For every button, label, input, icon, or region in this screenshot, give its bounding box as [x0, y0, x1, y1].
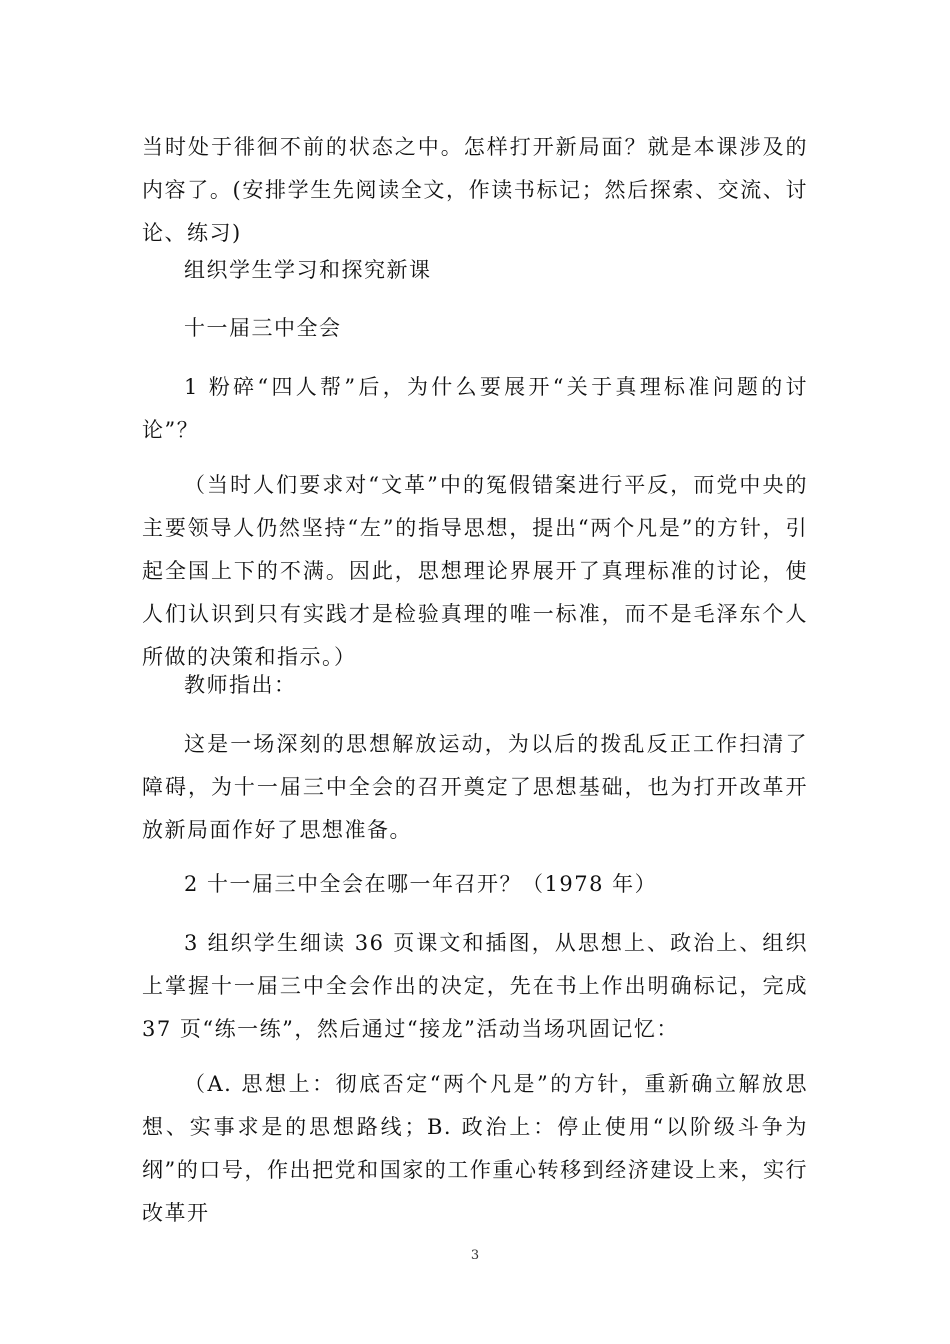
paragraph-teacher-note: 这是一场深刻的思想解放运动，为以后的拨乱反正工作扫清了障碍，为十一届三中全会的召开奠定了思想基础，也为打开改革开放新局面作好了思想准备。	[142, 732, 808, 842]
paragraph-intro: 当时处于徘徊不前的状态之中。怎样打开新局面？就是本课涉及的内容了。(安排学生先阅读全文，作读书标记；然后探索、交流、讨论、练习)	[142, 135, 808, 245]
paragraph-teacher-note-label: 教师指出：	[184, 673, 297, 697]
paragraph-answer-1: （当时人们要求对“文革”中的冤假错案进行平反，而党中央的主要领导人仍然坚持“左”的指导思想，提出“两个凡是”的方针，引起全国上下的不满。因此，思想理论界展开了真理标准的讨论，使人们认识到只有实践才是检验真理的唯一标准，而不是毛泽东个人所做的决策和指示。）	[142, 473, 808, 669]
paragraph-question-1: 1 粉碎“四人帮”后，为什么要展开“关于真理标准问题的讨论”？	[142, 375, 808, 442]
paragraph-question-2: 2 十一届三中全会在哪一年召开？（1978 年）	[184, 872, 658, 896]
paragraph-section-heading: 组织学生学习和探究新课	[184, 258, 432, 282]
paragraph-question-3: 3 组织学生细读 36 页课文和插图，从思想上、政治上、组织上掌握十一届三中全会作出的决定，先在书上作出明确标记，完成 37 页“练一练”，然后通过“接龙”活动当场巩固记忆：	[142, 931, 808, 1041]
paragraph-answer-3: （A. 思想上：彻底否定“两个凡是”的方针，重新确立解放思想、实事求是的思想路线；B. 政治上：停止使用“以阶级斗争为纲”的口号，作出把党和国家的工作重心转移到经济建设上来，实行改革开	[142, 1072, 808, 1225]
paragraph-subheading: 十一届三中全会	[184, 316, 342, 340]
page-number: 3	[470, 1248, 480, 1263]
